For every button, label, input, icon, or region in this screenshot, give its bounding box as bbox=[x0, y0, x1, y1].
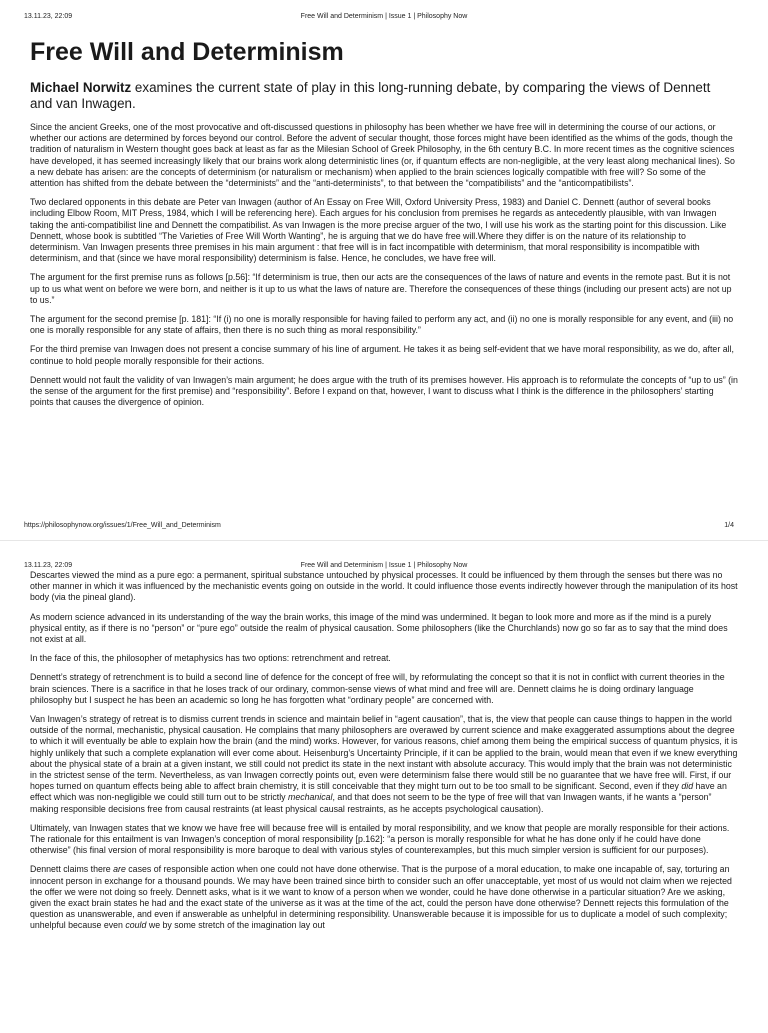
paragraph-text: have an effect which was non-negligible we could still turn out to be strictly bbox=[30, 781, 727, 803]
paragraph: Dennett would not fault the validity of van Inwagen’s main argument; he does argue with the truth of its premises however. His approach is to reformulate the concepts of “up to us” (in the sense of the argument for the first premise) and “responsibility”. Before I expand on that, however, I want to discuss what I think is the difference in the philosophers’ starting points that causes the divergence of opinion. bbox=[30, 374, 738, 408]
paragraph: Descartes viewed the mind as a pure ego: a permanent, spiritual substance untouched by physical processes. It could be influenced by them through the senses but there was no other manner in which it was influenced by the mechanistic events going on outside in the world. It could influence those events indirectly however through the manipulation of its host body (via the pineal gland). bbox=[30, 570, 738, 603]
emphasis: mechanical bbox=[288, 792, 333, 803]
paragraph-text: cases of responsible action when one could not have done otherwise. That is the purpose of a moral education, to make one incapable of, say, torturing an innocent person in exchange for a thousand pounds. We may have been trained since birth to consider such an offer unacceptable, yet most of us would not claim when we rejected the offer we were not doing so freely. Dennett asks, what is it we want to know of a person when we wonder, could he have done otherwise in a particular situation? Are we asking, given the exact brain states he had and the exact state of the universe as it was at the time of the act, could the person have done otherwise? Dennett rejects this formulation of the question as unanswerable, and even if answerable as unhelpful in determining responsibility. Unanswerable because it is impossible for us to duplicate a model of such complexity; unhelpful because even bbox=[30, 864, 732, 931]
article-body-continued bbox=[30, 570, 738, 940]
print-url[interactable]: https://philosophynow.org/issues/1/Free_Will_and_Determinism bbox=[24, 522, 221, 529]
paragraph-text: Van Inwagen’s strategy of retreat is to dismiss current trends in science and maintain belief in “agent causation”, that is, the view that people can cause things to happen in the world outside of the normal, mechanistic, physical causation. He complains that many philosophers are overawed by current science and make exaggerated assumptions about the degree to which it will eventually be able to explain how the brain (and the mind) works. However, for various reasons, chief among them being the empirical success of quantum physics, it is highly unlikely that such a complete explanation will ever come about. Heisenburg’s Uncertainty Principle, if it can be applied to the brain, would mean that even if we knew everything about the physical state of a brain at a given instant, we still could not predict its state in the next instant with absolute accuracy. This would imply that the brain was not deterministic in the strictest sense of the term. Nevertheless, as van Inwagen correctly points out, even were determinism false there would still be no guarantee that we have free will. First, if our hopes turned on quantum effects being able to affect brain chemistry, it is still conceivable that they might turn out to be too small to be significant. Second, even if they bbox=[30, 714, 738, 792]
paragraph: The argument for the second premise [p. 181]: “If (i) no one is morally responsible for having failed to perform any act, and (ii) no one is morally responsible for any event, and (iii) no one is morally responsible for any state of affairs, then there is no such thing as moral responsibility.” bbox=[30, 314, 734, 336]
print-page-number: 1/4 bbox=[724, 522, 734, 529]
print-footer bbox=[24, 521, 744, 531]
page-break bbox=[0, 540, 768, 549]
standfirst-text: examines the current state of play in this long-running debate, by comparing the views of Dennett and van Inwagen. bbox=[30, 80, 711, 111]
paragraph: Dennett’s strategy of retrenchment is to build a second line of defence for the concept of free will, by reformulating the concept so that it is not in conflict with current theories in the brain sciences. There is a sacrifice in that he loses track of our ordinary, common-sense views of what mind and free will are. Dennett claims he is doing ordinary language philosophy but I suspect he has been an academic so long he has forgotten what “ordinary people” are concerned with. bbox=[30, 672, 725, 705]
paragraph: Since the ancient Greeks, one of the most provocative and oft-discussed questions in philosophy has been whether we have free will in determining the course of our actions, or whether our actions are determined by forces beyond our control. Before the advent of secular thought, those forces might have been identified as the whims of the gods, though the tradition of naturalism in Western thought goes back at least as far as the Milesian School of Greek Philosophy, in the 6th century B.C. In more recent times as the cognitive sciences have developed, it has seemed increasingly likely that our brains work along deterministic lines (or, if quantum effects are non-negligible, at the very least along mechanical lines). So a new debate has arisen: are the concepts of determinism (or naturalism or mechanism) when applied to the brain sciences logically compatible with free will? So some of the attention has shifted from the debate between the “determinists” and the “anti-determinists”, to that between the “compatibilists” and the “anticompatibilists”. bbox=[30, 122, 735, 189]
article-body bbox=[30, 122, 738, 416]
paragraph-text: Dennett claims there bbox=[30, 864, 114, 875]
print-datetime: 13.11.23, 22:09 bbox=[24, 13, 73, 20]
paragraph: Ultimately, van Inwagen states that we know we have free will because free will is entailed by moral responsibility, and we know that people are morally responsible for their actions. The rationale for this entailment is van Inwagen’s conception of moral responsibility [p.162]: “a person is morally responsible for what he has done only if he could have done otherwise” (his final version of moral responsibility is more baroque to deal with various styles of counterexamples, but this much simpler version is sufficient for our purposes). bbox=[30, 822, 730, 856]
print-header bbox=[24, 12, 744, 22]
emphasis: did bbox=[681, 781, 694, 792]
article-title: Free Will and Determinism bbox=[30, 38, 344, 66]
paragraph-text: , and that does not seem to be the type of free will that van Inwagen wants, if he wants a “person” making responsible decisions free from causal restraints (at least physical causal restraints, as he accepts psychological causation). bbox=[30, 792, 712, 814]
paragraph bbox=[30, 864, 738, 931]
paragraph: Two declared opponents in this debate are Peter van Inwagen (author of An Essay on Free Will, Oxford University Press, 1983) and Daniel C. Dennett (author of several books including Elbow Room, MIT Press, 1984, which I will be referencing here). Each argues for his conclusion from premises he regards as antecedently plausible, with van Inwagen taking the anti-compatibilist line and Dennett the compatibilist. As van Inwagen is the more precise arguer of the two, I will use his work as the starting point for this discussion. Like Dennett, whose book is subtitled “The Varieties of Free Will Worth Wanting”, he is arguing that we do have free will.Where they differ is on the nature of its relationship to determinism. Van Inwagen presents three premises in his main argument : that free will is in fact incompatible with determinism, that moral responsibility is incompatible with determinism, and that (since we have moral responsibility) determinism is false. Hence, he concludes, we have free will. bbox=[30, 197, 727, 264]
emphasis: are bbox=[113, 864, 126, 875]
print-page-title: Free Will and Determinism | Issue 1 | Philosophy Now bbox=[300, 562, 468, 569]
print-datetime: 13.11.23, 22:09 bbox=[24, 562, 73, 569]
paragraph: The argument for the first premise runs as follows [p.56]: “If determinism is true, then our acts are the consequences of the laws of nature and events in the remote past. But it is not up to us what went on before we were born, and neither is it up to us what the laws of nature are. Therefore the consequences of these things (including our present acts) are not up to us.” bbox=[30, 272, 732, 305]
emphasis: could bbox=[125, 920, 147, 931]
paragraph-text: we by some stretch of the imagination lay out bbox=[146, 920, 325, 931]
paragraph: For the third premise van Inwagen does not present a concise summary of his line of argument. He takes it as being self-evident that we have moral responsibility, as we do, after all, continue to hold people morally responsible for their actions. bbox=[30, 344, 734, 366]
paragraph: In the face of this, the philosopher of metaphysics has two options: retrenchment and retreat. bbox=[30, 653, 391, 664]
author-name: Michael Norwitz bbox=[30, 80, 132, 95]
print-page-title: Free Will and Determinism | Issue 1 | Philosophy Now bbox=[300, 13, 468, 20]
paragraph bbox=[30, 714, 738, 815]
article-standfirst bbox=[30, 80, 734, 112]
paragraph: As modern science advanced in its understanding of the way the brain works, this image of the mind was undermined. It began to look more and more as if the mind is a purely physical entity, as if there is no “person” or “pure ego” outside the realm of physical causation. Some philosophers (like the Churchlands) now go so far as to say that the mind does not exist at all. bbox=[30, 611, 728, 645]
